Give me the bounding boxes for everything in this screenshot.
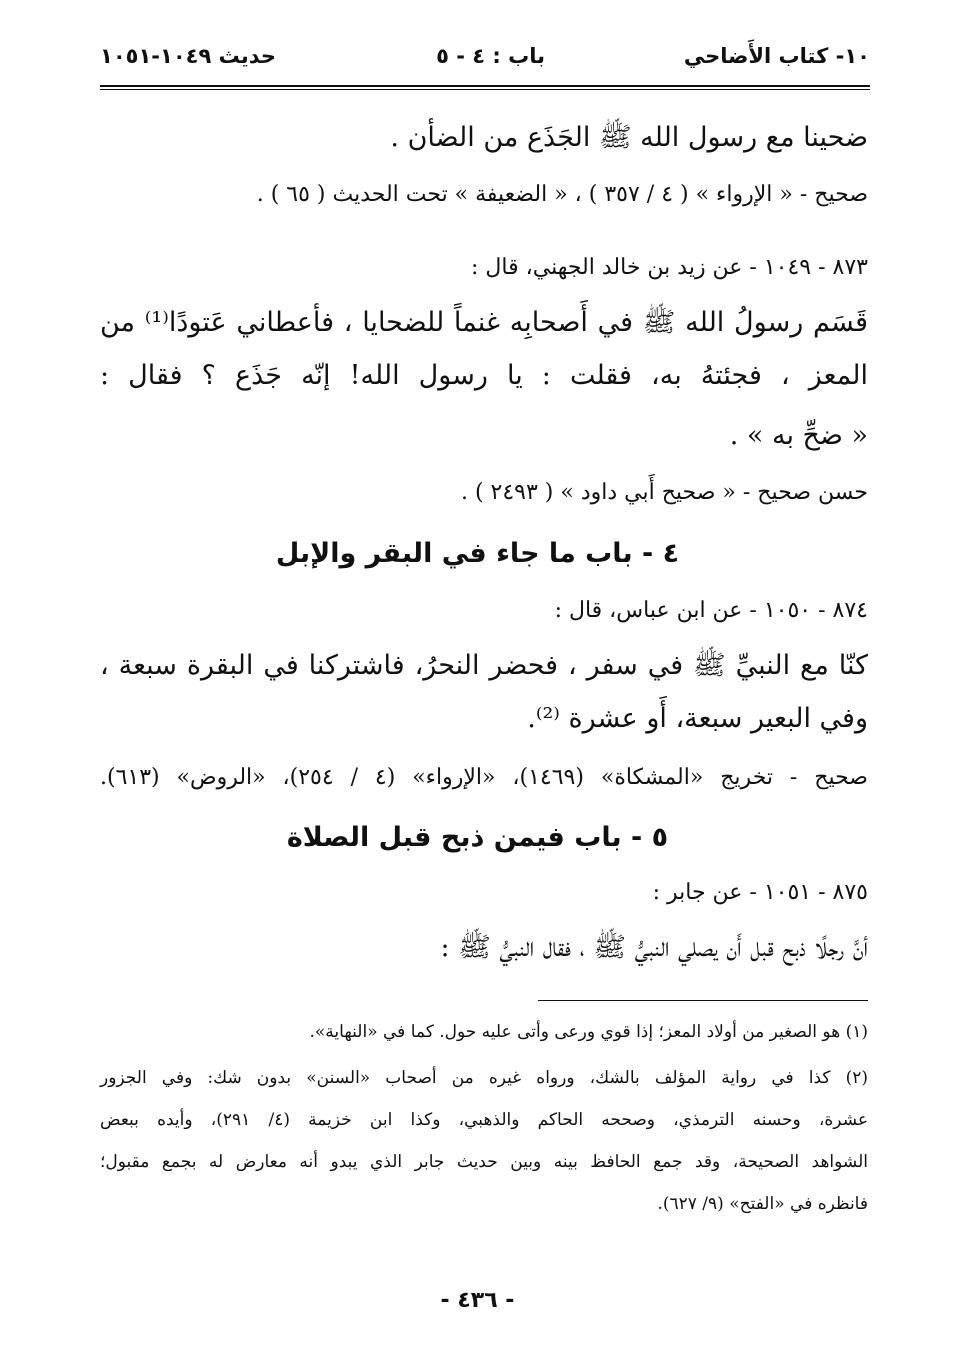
hadith-number-line: ٨٧٣ - ١٠٤٩ - عن زيد بن خالد الجهني، قال : <box>471 255 868 280</box>
grading-line: صحيح - تخريج «المشكاة» (١٤٦٩)، «الإرواء» (٤ / ٢٥٤)، «الروض» (٦١٣). <box>100 765 868 790</box>
footnote-line: الشواهد الصحيحة، وقد جمع الحافظ بينه وبين حديث جابر الذي يبدو أنه معارض له بجمع مقبول؛ <box>100 1152 868 1172</box>
page-number: - ٤٣٦ - <box>440 1288 515 1313</box>
grading-line: حسن صحيح - « صحيح أَبي داود » ( ٢٤٩٣ ) . <box>460 480 868 505</box>
text-line: وفي البعير سبعة، أَو عشرة ⁽²⁾. <box>527 703 868 734</box>
chapter-title: ١٠- كتاب الأَضاحي <box>683 44 870 68</box>
section-heading: ٤ - باب ما جاء في البقر والإبل <box>275 538 680 569</box>
section-heading: ٥ - باب فيمن ذبح قبل الصلاة <box>286 822 669 853</box>
text-line: أنَّ رجلًا ذبح قبل أَن يصلي النبيُّ ﷺ ، فقال النبيُّ ﷺ : <box>440 932 868 963</box>
hadith-range: حديث ١٠٤٩-١٠٥١ <box>100 44 276 68</box>
footnote-line: (٢) كذا في رواية المؤلف بالشك، ورواه غيره من أصحاب «السنن» بدون شك: وفي الجزور <box>100 1068 868 1088</box>
hadith-number-line: ٨٧٥ - ١٠٥١ - عن جابر : <box>652 880 868 905</box>
running-header <box>100 40 870 80</box>
text-line: المعز ، فجئتهُ به، فقلت : يا رسول الله! إنّه جَذَع ؟ فقال : <box>100 360 868 391</box>
text-line: ضحينا مع رسول الله ﷺ الجَذَع من الضأن . <box>390 122 868 153</box>
footnote-line: فانظره في «الفتح» (٩/ ٦٢٧). <box>657 1194 868 1214</box>
footnote-line: (١) هو الصغير من أولاد المعز؛ إذا قوي ورعى وأتى عليه حول. كما في «النهاية». <box>309 1022 868 1042</box>
hadith-number-line: ٨٧٤ - ١٠٥٠ - عن ابن عباس، قال : <box>554 598 868 623</box>
grading-line: صحيح - « الإرواء » ( ٤ / ٣٥٧ ) ، « الضعيفة » تحت الحديث ( ٦٥ ) . <box>256 182 868 207</box>
text-line: قَسَم رسولُ الله ﷺ في أَصحابِه غنماً للضحايا ، فأعطاني عَتودًا⁽¹⁾ من <box>100 307 868 338</box>
text-line: « ضحِّ به » . <box>729 420 868 451</box>
footnote-rule <box>538 1000 868 1001</box>
header-rule <box>100 85 870 90</box>
chapter-range: باب : ٤ - ٥ <box>436 44 545 68</box>
text-line: كنّا مع النبيِّ ﷺ في سفر ، فحضر النحرُ، فاشتركنا في البقرة سبعة ، <box>100 650 868 681</box>
footnote-line: عشرة، وحسنه الترمذي، وصححه الحاكم والذهبي، وكذا ابن خزيمة (٤/ ٢٩١)، وأيده ببعض <box>100 1110 869 1130</box>
